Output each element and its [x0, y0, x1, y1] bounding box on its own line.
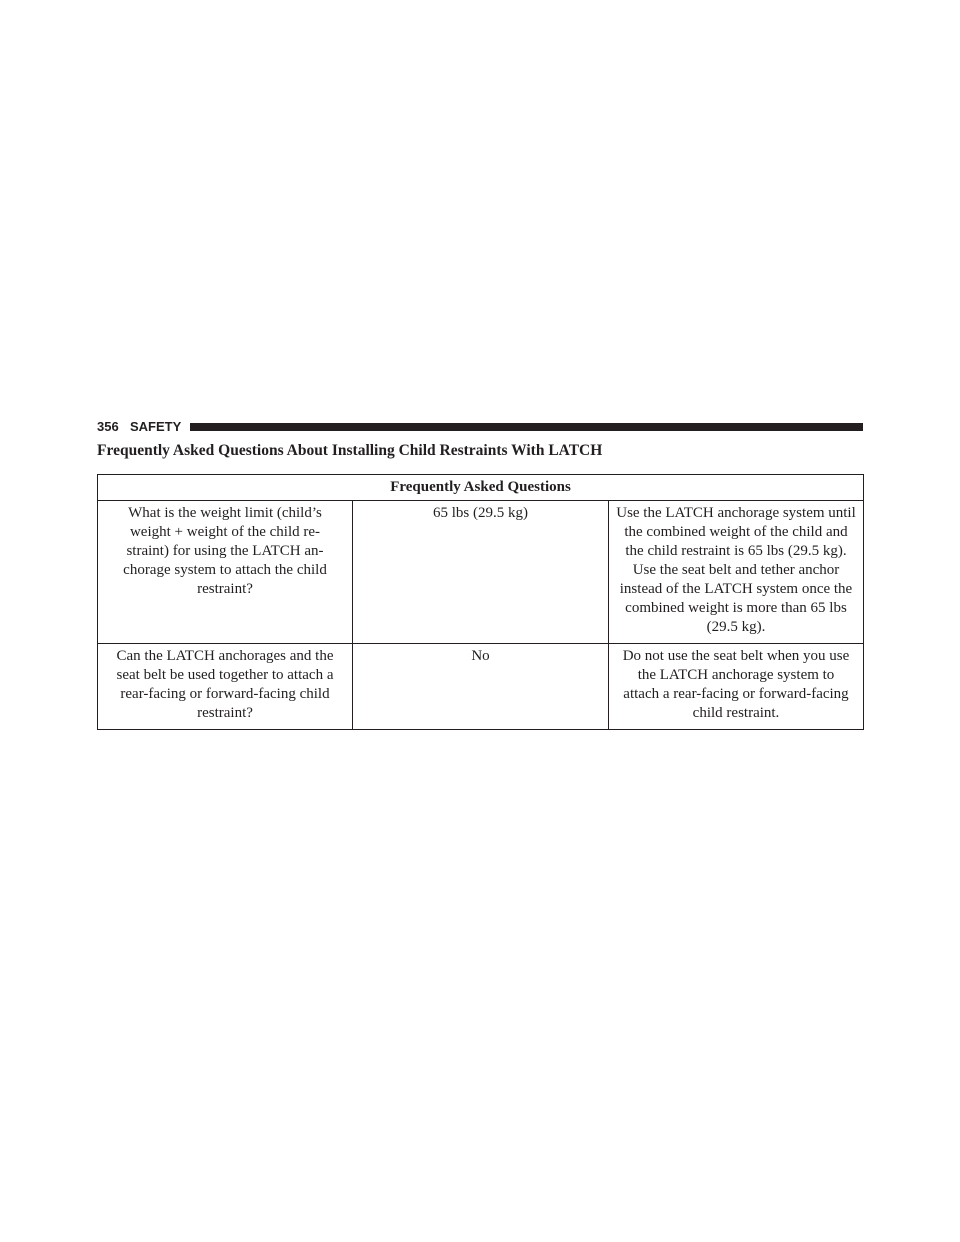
faq-table [97, 474, 864, 730]
answer-text: 65 lbs (29.5 kg) [433, 505, 528, 521]
section-title: Frequently Asked Questions About Installing Child Restraints With LATCH [97, 442, 603, 459]
question-cell [98, 501, 353, 644]
section-name: SAFETY [130, 419, 182, 434]
question-cell [98, 644, 353, 730]
page-header [97, 418, 863, 436]
question-text: What is the weight limit (child’s weight + weight of the child restraint) for using the LATCH anchorage system to attach the child restraint? [123, 505, 327, 597]
header-rule [190, 423, 863, 431]
answer-cell [353, 501, 609, 644]
answer-cell [353, 644, 609, 730]
page-number: 356 [97, 419, 119, 434]
details-cell [609, 644, 864, 730]
details-text: Use the LATCH anchorage system until the combined weight of the child and the child restraint is 65 lbs (29.5 kg). Use the seat belt and tether anchor instead of the LATCH system once the combined weight is more than 65 lbs (29.5 kg). [616, 505, 856, 635]
answer-text: No [471, 648, 490, 664]
question-text: Can the LATCH anchorages and the seat belt be used together to attach a rear-facing or forward-facing child restraint? [116, 648, 334, 721]
table-header-row [98, 475, 864, 501]
table-row [98, 501, 864, 644]
table-caption: Frequently Asked Questions [98, 475, 864, 501]
table-row [98, 644, 864, 730]
details-text: Do not use the seat belt when you use the LATCH anchorage system to attach a rear-facing or forward-facing child restraint. [622, 648, 850, 721]
details-cell [609, 501, 864, 644]
